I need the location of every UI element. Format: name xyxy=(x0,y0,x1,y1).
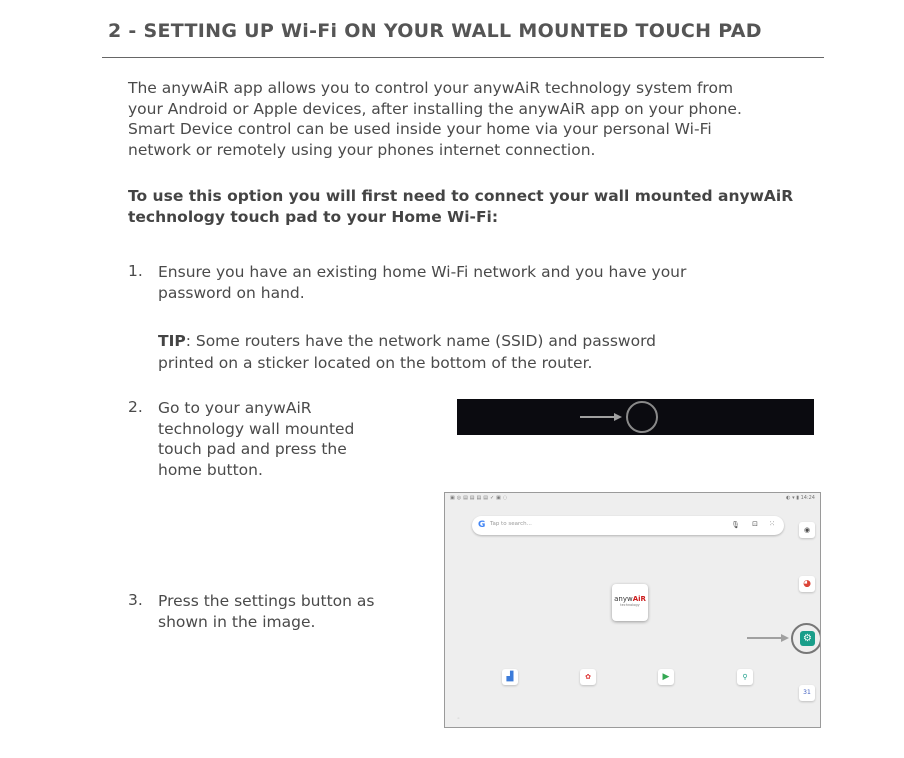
right-arrow-icon xyxy=(580,416,616,418)
gallery-icon: ▟ xyxy=(502,669,518,685)
step-2-line: Go to your anywAiR xyxy=(158,399,312,417)
tablet-home-screen-image xyxy=(444,492,821,728)
step-1-line: Ensure you have an existing home Wi-Fi network and you have your xyxy=(158,263,687,281)
intro-line: Smart Device control can be used inside your home via your personal Wi-Fi xyxy=(128,120,712,138)
home-circle-icon xyxy=(626,401,658,433)
camera-icon: ◉ xyxy=(799,522,815,538)
tip-text: : Some routers have the network name (SSID) and password xyxy=(185,332,657,350)
app-name-prefix: anyw xyxy=(614,595,633,603)
wifi-settings-icon: ⚲ xyxy=(737,669,753,685)
play-store-icon: ▶ xyxy=(658,669,674,685)
step-2-line: home button. xyxy=(158,461,263,480)
google-search-bar xyxy=(472,516,784,535)
status-time: ◐ ▾ ▮ 14:24 xyxy=(786,495,815,501)
microphone-icon: 🎙 xyxy=(731,521,740,529)
app-name-suffix: AiR xyxy=(632,595,646,603)
step-1-line: password on hand. xyxy=(158,284,305,302)
title-divider xyxy=(102,57,824,58)
lens-icon: ⊡ xyxy=(752,520,758,528)
step-1-number: 1. xyxy=(128,262,143,280)
intro-paragraph xyxy=(128,78,788,160)
google-logo-icon: G xyxy=(478,520,486,530)
intro-line: your Android or Apple devices, after installing the anywAiR app on your phone. xyxy=(128,99,742,118)
page-title: 2 - SETTING UP Wi-Fi ON YOUR WALL MOUNTED TOUCH PAD xyxy=(108,20,762,42)
step-3-text xyxy=(158,591,418,633)
step-2-number: 2. xyxy=(128,398,143,416)
step-3-number: 3. xyxy=(128,591,143,609)
apps-grid-icon: ⁙ xyxy=(769,520,775,528)
step-2-line: technology wall mounted xyxy=(158,419,355,438)
instruction-lead xyxy=(128,186,798,228)
tip-text: printed on a sticker located on the bottom of the router. xyxy=(158,354,593,372)
tip-note xyxy=(158,330,738,374)
step-3-line: Press the settings button as xyxy=(158,592,375,610)
gear-icon: ⚙ xyxy=(800,631,815,646)
app-subtitle: technology xyxy=(620,603,640,607)
right-arrow-icon xyxy=(747,637,783,639)
instruction-lead-line: To use this option you will first need to connect your wall mounted anywAiR xyxy=(128,187,794,205)
step-3-line: shown in the image. xyxy=(158,613,316,631)
intro-line: The anywAiR app allows you to control your anywAiR technology system from xyxy=(128,79,734,97)
status-bar xyxy=(445,493,820,503)
instruction-lead-line: technology touch pad to your Home Wi-Fi: xyxy=(128,208,499,226)
right-arrow-icon xyxy=(781,634,789,642)
intro-line: network or remotely using your phones internet connection. xyxy=(128,140,596,159)
tip-label: TIP xyxy=(158,332,186,350)
step-2-text xyxy=(158,398,418,481)
nav-dot-icon: ◦ xyxy=(457,716,460,722)
chrome-icon: ◕ xyxy=(799,576,815,592)
search-placeholder: Tap to search... xyxy=(490,521,532,527)
notification-icons: ▣◎▤▤▤▤✓▣◌ xyxy=(450,495,510,501)
step-1-text xyxy=(158,262,758,304)
step-2-line: touch pad and press the xyxy=(158,440,347,459)
photos-icon: ✿ xyxy=(580,669,596,685)
anywair-app-icon xyxy=(612,584,648,621)
calendar-icon: 31 xyxy=(799,685,815,701)
right-arrow-icon xyxy=(614,413,622,421)
settings-highlight-circle xyxy=(791,623,821,654)
